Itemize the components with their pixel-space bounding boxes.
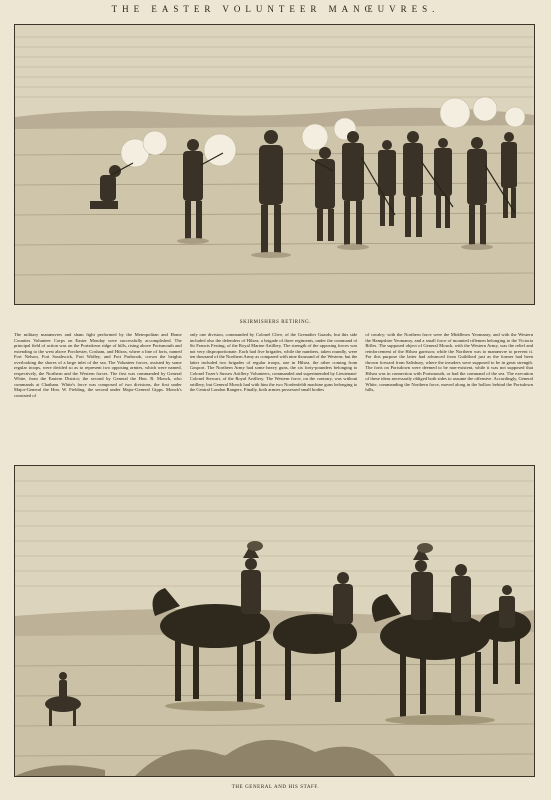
article-column: of cavalry; with the Northern force were the Middlesex Yeomanry, and with the Western the Hampshire Yeomanry, and a small force of mounted riflemen belonging to the Victoria Rifles. The supposed object of General Monck, with the Western Army, was the relief and reinforcement of the Hilsea garrison; while the Northern was to manœuvre to prevent it. For this purpose the latter had advanced from Guildford just as the former had been thrown forward from Salisbury, where the invaders were supposed to be in great strength. The forts on Portsdown were deemed to be non-existent, while it was not supposed that Hilsea was in connection with Portsmouth, or had the command of the sea. The execution of these ideas necessarily obliged both sides to assume the offensive. Accordingly, General White, commanding the Northern force, moved along in the hollow behind the Portsdown hills,: [365, 332, 534, 392]
general-staff-illustration: [14, 465, 535, 777]
top-caption: SKIRMISHERS RETIRING.: [239, 320, 312, 325]
skirmishers-illustration: [14, 24, 535, 305]
bottom-caption: THE GENERAL AND HIS STAFF.: [231, 785, 320, 790]
article-column: only one division, commanded by Colonel Clive, of the Grenadier Guards; but this side included also the defenders of Hilsea, a brigade of three regiments, under the command of Sir Francis Festing, of the Royal Marine Artillery. The strength of the opposing forces was not very disproportionate. Each had five brigades, while the numbers, taken roundly, were ten thousand of the Northern Army as compared with nine thousand of the Western; but the latter included two brigades of regular troops, one in Hilsea, the other coming from Gosport. The Northern Army had some heavy guns, the six forty-pounders belonging to Colonel Tozer's Sussex Artillery Volunteers, commanded and superintended by Lieutenant-Colonel Stewart, of the Royal Artillery. The Western force, on the contrary, was without artillery, but General Monck had with him the two Nordenfeldt machine guns belonging to the Central London Rangers. Finally, both armies possessed small bodies: [189, 332, 358, 392]
article-body: [14, 332, 533, 457]
article-column: The military manœuvres and sham fight performed by the Metropolitan and Home Counties Volunteer Corps on Easter Monday were successfully accomplished. The principal field of action was on the Portsdown ridge of hills, rising above Portsmouth and extending to the west above Porchester, Cosham, and Hilsea, where a line of forts, named Fort Nelson, Fort Southwick, Fort Widley, and Fort Purbrook, crown the heights overlooking the shores of a large inlet of the sea. The Volunteer forces, assisted by some regular troops, were divided so as to represent two opposing armies, which were named, respectively, the Northern and the Western forces. The first was commanded by General White, from the Eastern District; the second by General the Hon. R. Monck, who commands at Chatham. White's force was composed of two divisions, the first under Major-General the Hon. W. Fielding, the second under Major-General Gipps. Monck's consisted of: [14, 332, 182, 398]
page-title: THE EASTER VOLUNTEER MANŒUVRES.: [111, 4, 440, 14]
